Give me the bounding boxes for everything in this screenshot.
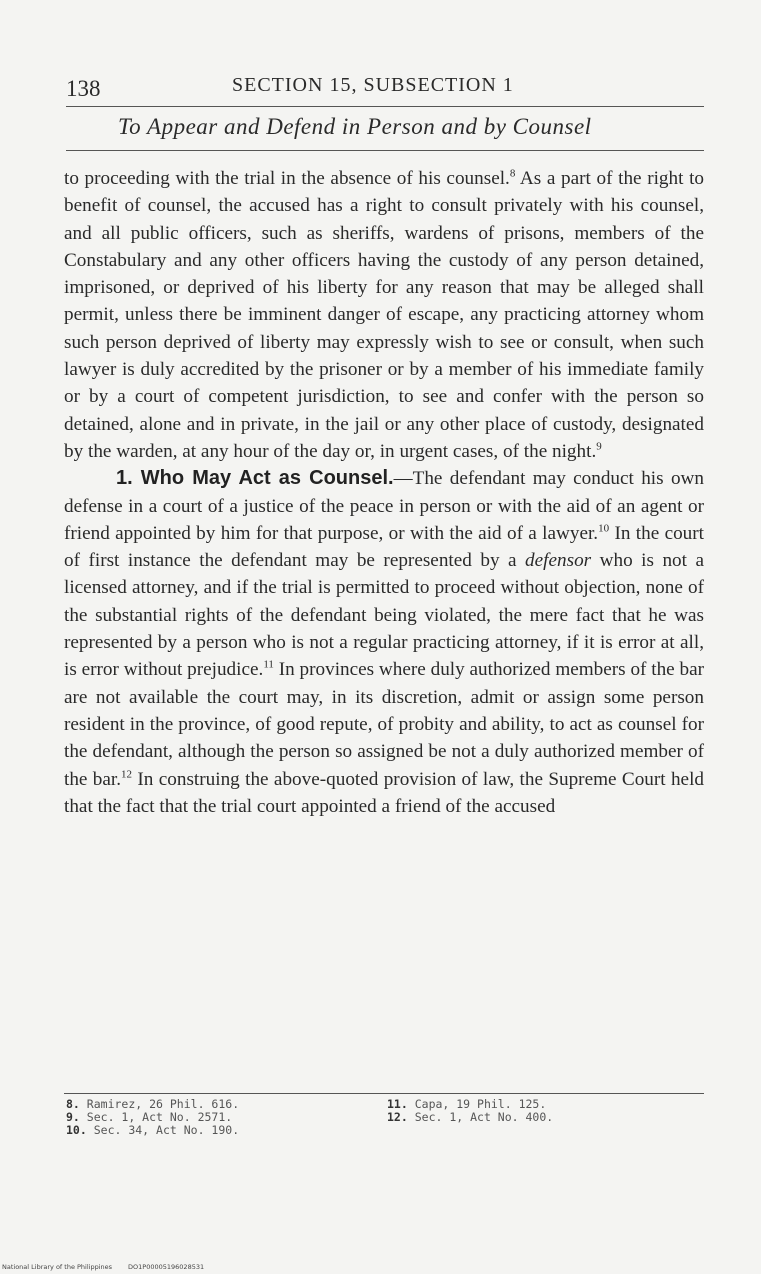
footnote-ref-9: 9 <box>596 440 602 453</box>
footnote-text: Sec. 34, Act No. 190. <box>93 1123 240 1137</box>
para2-text-5: In construing the above-quoted provision of law, the Supreme Court held that the fact that the trial court appointed a friend of the accused <box>64 768 704 817</box>
header-rule-bottom <box>66 150 704 151</box>
credit-library: National Library of the Philippines <box>2 1263 113 1271</box>
footnotes-left <box>66 1098 239 1137</box>
footnote-number: 11. <box>387 1097 408 1111</box>
footnote-10 <box>66 1124 239 1137</box>
italic-defensor: defensor <box>525 550 592 572</box>
footnotes <box>64 1093 704 1137</box>
page-subtitle: To Appear and Defend in Person and by Counsel <box>118 114 592 139</box>
para1-text-2: As a part of the right to benefit of counsel, the accused has a right to consult privately with his counsel, and all public officers, such as sheriffs, wardens of prisons, members of the Constabulary and any other officers having the custody of any person detained, imprisoned, or deprived of his liberty for any reason that may be alleged shall permit, unless there be imminent danger of escape, any practicing attorney whom such person deprived of liberty may expressly wish to see or consult, when such lawyer is duly accredited by the prisoner or by a member of his immediate family or by a court of competent jurisdiction, to see and confer with the person so detained, alone and in private, in the jail or any other place of custody, designated by the warden, at any hour of the day or, in urgent cases, of the night. <box>64 168 705 462</box>
footnote-ref-10: 10 <box>598 522 610 535</box>
footnote-number: 12. <box>387 1110 408 1124</box>
body-text <box>64 165 704 820</box>
credit-code: DO1P00005196028531 <box>128 1263 205 1271</box>
footnote-ref-8: 8 <box>509 167 516 180</box>
page-number: 138 <box>66 76 101 101</box>
para2-text-4: In provinces where duly authorized members of the bar are not available the court may, in its discretion, admit or assign some person resident in the province, of good repute, of probity and ability, to act as counsel for the defendant, although the person so assigned be not a duly authorized member of the bar. <box>64 659 705 790</box>
paragraph-2 <box>64 465 704 820</box>
footnote-text: Sec. 1, Act No. 400. <box>414 1110 554 1124</box>
footnote-ref-12: 12 <box>121 768 133 781</box>
section-heading: 1. Who May Act as Counsel. <box>116 467 394 490</box>
footnote-12 <box>387 1111 553 1124</box>
header-rule-top <box>66 106 704 107</box>
para1-text: to proceeding with the trial in the absence of his counsel. <box>64 168 510 189</box>
paragraph-1 <box>64 165 704 465</box>
footnote-number: 8. <box>66 1097 80 1111</box>
para2-text-2: In the court of first instance the defendant may be represented by a <box>64 522 704 572</box>
footnote-number: 9. <box>66 1110 80 1124</box>
footnotes-right <box>387 1098 553 1124</box>
footnote-text: Ramirez, 26 Phil. 616. <box>86 1097 240 1111</box>
footnote-text: Capa, 19 Phil. 125. <box>414 1097 547 1111</box>
heading-dash: — <box>393 468 413 490</box>
running-head: SECTION 15, SUBSECTION 1 <box>232 74 514 96</box>
footnote-text: Sec. 1, Act No. 2571. <box>86 1110 233 1124</box>
scan-credit <box>2 1263 220 1271</box>
footnote-ref-11: 11 <box>263 658 274 671</box>
para2-text-3: who is not a licensed attorney, and if the trial is permitted to proceed without objection, none of the substantial rights of the defendant being violated, the mere fact that he was represented by a person who is not a regular practicing attorney, if it is error at all, is error without prejudice. <box>64 550 704 681</box>
para2-text-1: The defendant may conduct his own defense in a court of a justice of the peace in person or with the aid of an agent or friend appointed by him for that purpose, or with the aid of a lawyer. <box>64 468 704 544</box>
footnote-number: 10. <box>66 1123 87 1137</box>
